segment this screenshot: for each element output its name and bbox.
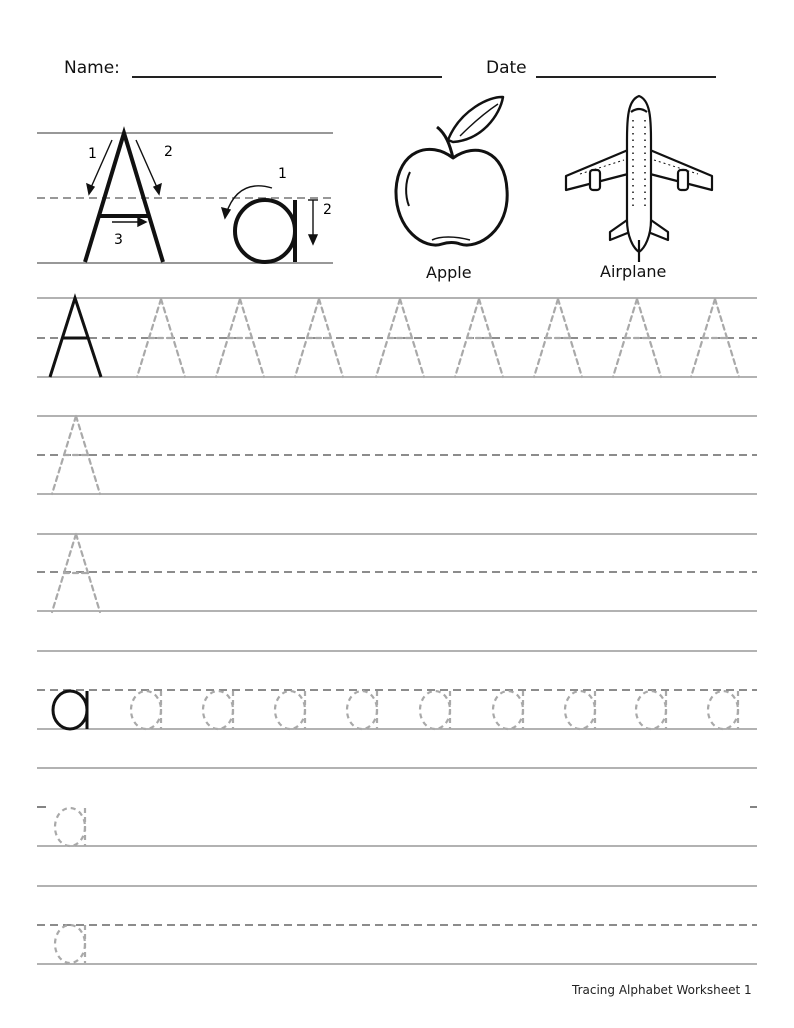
upper-stroke-number-2: 2 bbox=[164, 144, 173, 160]
upper-stroke-number-1: 1 bbox=[88, 146, 97, 162]
lower-stroke-number-2: 2 bbox=[323, 202, 332, 218]
airplane-caption: Airplane bbox=[600, 262, 667, 281]
trace-lowercase-row bbox=[131, 691, 738, 729]
date-label: Date bbox=[486, 58, 527, 78]
apple-icon bbox=[396, 97, 507, 245]
lower-stroke-number-1: 1 bbox=[278, 166, 287, 182]
worksheet-footer: Tracing Alphabet Worksheet 1 bbox=[572, 983, 752, 997]
demo-lowercase-letter bbox=[235, 200, 295, 262]
trace-uppercase-row bbox=[137, 299, 739, 377]
demo-guide-lines bbox=[37, 133, 333, 263]
trace-lowercase-letter bbox=[55, 808, 85, 846]
trace-lowercase-letter bbox=[55, 925, 85, 963]
practice-guide-lines bbox=[37, 298, 757, 964]
name-label: Name: bbox=[64, 58, 120, 78]
model-lowercase-letter bbox=[53, 691, 87, 729]
upper-stroke-number-3: 3 bbox=[114, 232, 123, 248]
airplane-icon bbox=[566, 96, 712, 262]
apple-caption: Apple bbox=[426, 263, 472, 282]
trace-uppercase-letter bbox=[52, 534, 100, 612]
